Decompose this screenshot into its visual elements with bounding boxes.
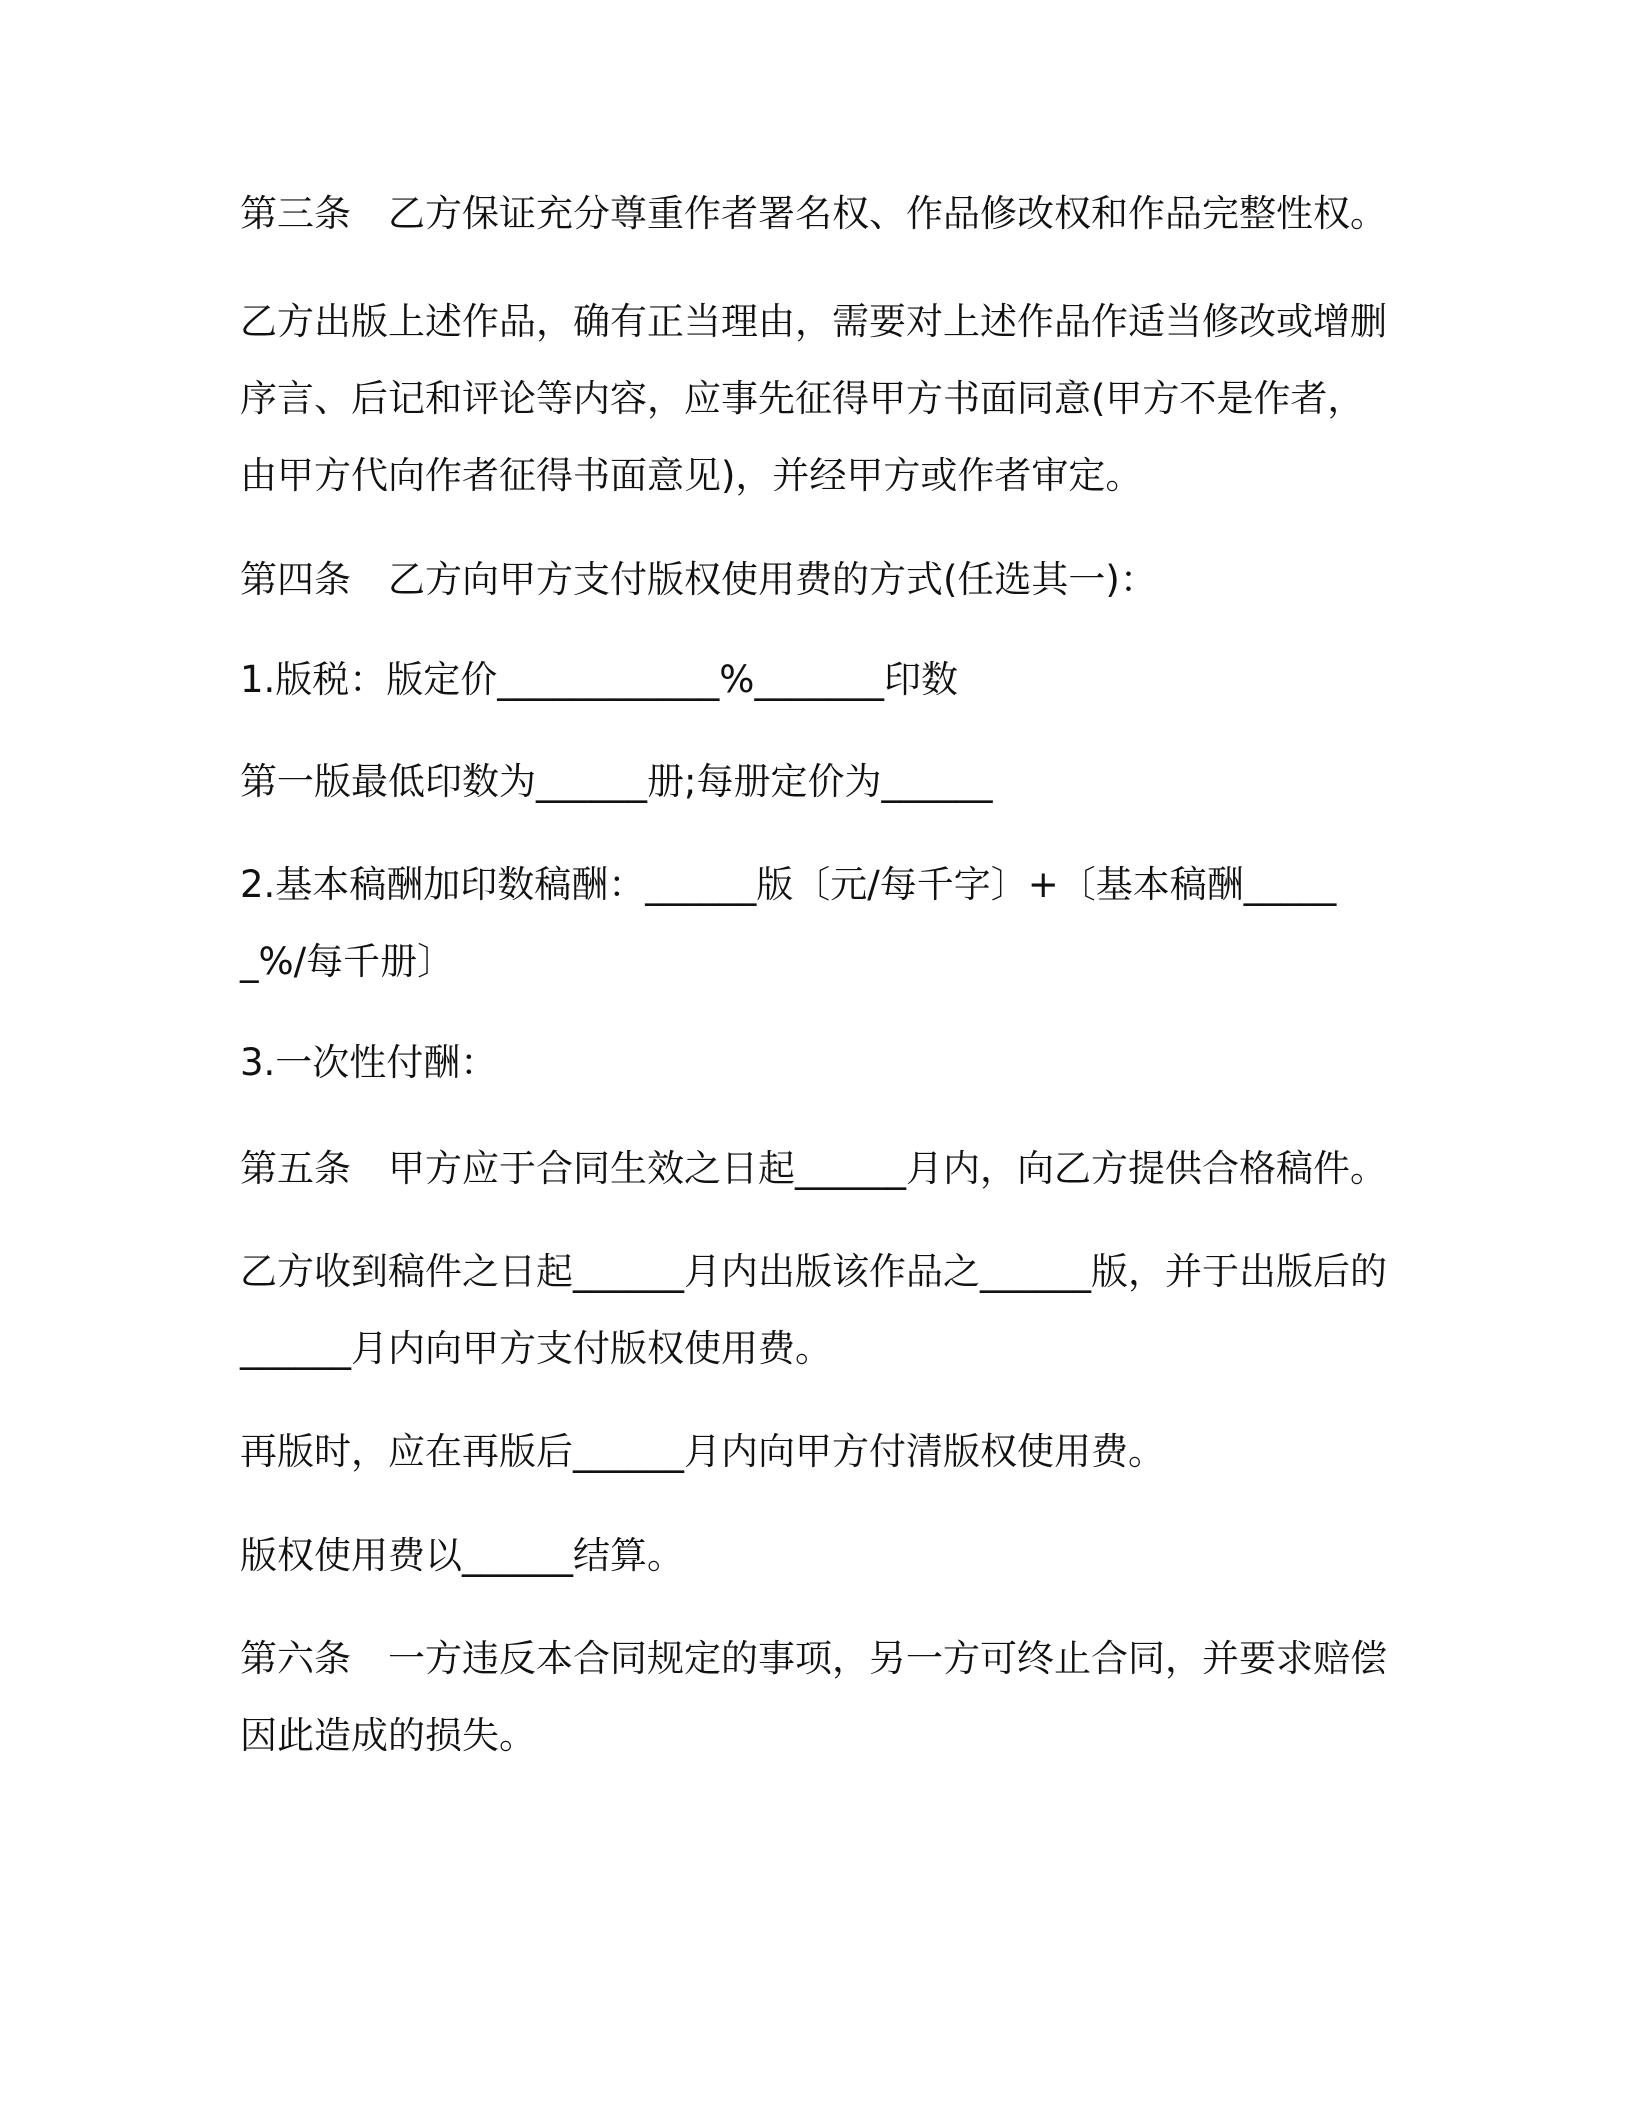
article-3-modification-paragraph: 乙方出版上述作品，确有正当理由，需要对上述作品作适当修改或增删序言、后记和评论等内容，应事先征得甲方书面同意(甲方不是作者，由甲方代向作者征得书面意见)，并经甲方或作者审定。 bbox=[240, 300, 1387, 497]
first-edition-paragraph: 第一版最低印数为______册;每册定价为______ bbox=[240, 760, 993, 803]
article-3-paragraph: 第三条 乙方保证充分尊重作者署名权、作品修改权和作品完整性权。 bbox=[240, 192, 1387, 235]
publication-deadline-paragraph: 乙方收到稿件之日起______月内出版该作品之______版，并于出版后的______月内向甲方支付版权使用费。 bbox=[240, 1250, 1387, 1370]
lump-sum-option-paragraph: 3.一次性付酬： bbox=[240, 1041, 498, 1084]
royalty-option-paragraph: 1.版税：版定价____________%_______印数 bbox=[240, 658, 958, 701]
settlement-paragraph: 版权使用费以______结算。 bbox=[240, 1534, 684, 1577]
article-6-paragraph: 第六条 一方违反本合同规定的事项，另一方可终止合同，并要求赔偿因此造成的损失。 bbox=[240, 1637, 1387, 1757]
basic-fee-option-paragraph: 2.基本稿酬加印数稿酬：______版〔元/每千字〕+〔基本稿酬______%/每千册〕 bbox=[240, 863, 1337, 983]
article-4-paragraph: 第四条 乙方向甲方支付版权使用费的方式(任选其一)： bbox=[240, 558, 1157, 601]
reprint-payment-paragraph: 再版时，应在再版后______月内向甲方付清版权使用费。 bbox=[240, 1430, 1165, 1473]
article-5-paragraph: 第五条 甲方应于合同生效之日起______月内，向乙方提供合格稿件。 bbox=[240, 1147, 1387, 1190]
